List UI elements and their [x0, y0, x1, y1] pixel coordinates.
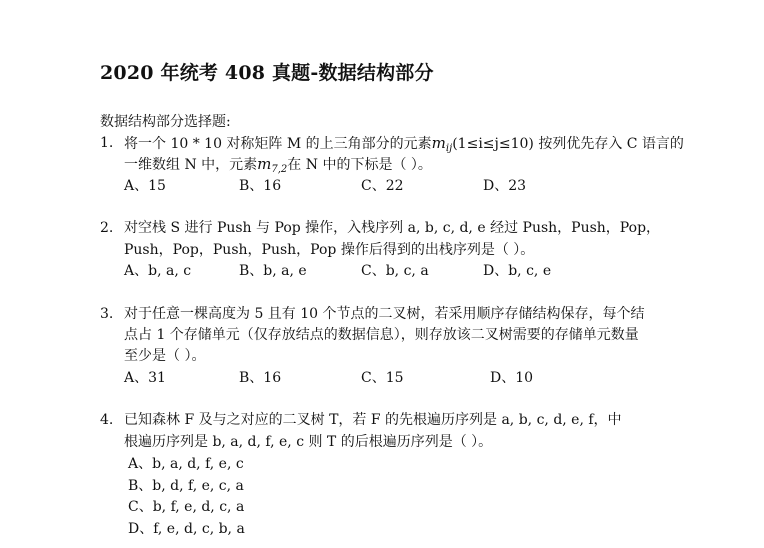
- question-3-option-b: B、16: [239, 370, 282, 386]
- question-2-number: 2.: [100, 220, 114, 236]
- question-3-line-2: 点占 1 个存储单元（仅存放结点的数据信息），则存放该二叉树需要的存储单元数量: [124, 327, 639, 343]
- question-1-option-a: A、15: [124, 178, 166, 194]
- question-1-line-2: [124, 155, 432, 179]
- question-3-option-d: D、10: [490, 370, 534, 386]
- page-title: 2020 年统考 408 真题-数据结构部分: [100, 62, 434, 84]
- question-4-line-2: 根遍历序列是 b, a, d, f, e, c 则 T 的后根遍历序列是（ ）。: [124, 434, 493, 450]
- question-1-option-b: B、16: [239, 178, 282, 194]
- question-2-option-d: D、b, c, e: [483, 263, 552, 279]
- question-2-option-a: A、b, a, c: [124, 263, 192, 279]
- question-3-option-c: C、15: [361, 370, 404, 386]
- question-4-option-a: A、b, a, d, f, e, c: [128, 456, 244, 472]
- question-2-option-c: C、b, c, a: [361, 263, 429, 279]
- question-4-line-1: 已知森林 F 及与之对应的二叉树 T，若 F 的先根遍历序列是 a, b, c, d, e, f，中: [124, 412, 622, 428]
- question-2-line-1: 对空栈 S 进行 Push 与 Pop 操作，入栈序列 a, b, c, d, e 经过 Push，Push，Pop，: [124, 220, 661, 236]
- question-1-text-c: 一维数组 N 中，元素: [124, 157, 258, 173]
- question-1-text-d: 在 N 中的下标是（ ）。: [287, 157, 432, 173]
- question-1-option-d: D、23: [483, 178, 527, 194]
- question-3-number: 3.: [100, 306, 114, 322]
- question-1-text-b: (1≤i≤j≤10) 按列优先存入 C 语言的: [452, 136, 684, 152]
- question-2-option-b: B、b, a, e: [239, 263, 307, 279]
- math-m-72: $m_{7,2}$: [257, 155, 288, 175]
- question-1-option-c: C、22: [361, 178, 404, 194]
- question-3-line-3: 至少是（ ）。: [124, 348, 206, 364]
- question-3-line-1: 对于任意一棵高度为 5 且有 10 个节点的二叉树，若采用顺序存储结构保存，每个结: [124, 306, 645, 322]
- question-4-option-c: C、b, f, e, d, c, a: [128, 499, 245, 515]
- question-4-number: 4.: [100, 412, 114, 428]
- question-4-option-d: D、f, e, d, c, b, a: [128, 521, 245, 537]
- question-2-line-2: Push，Pop，Push，Push，Pop 操作后得到的出栈序列是（ ）。: [124, 242, 535, 258]
- question-3-option-a: A、31: [124, 370, 166, 386]
- section-label: 数据结构部分选择题:: [100, 114, 231, 130]
- question-1-number: 1.: [100, 135, 114, 151]
- question-1-text-a: 将一个 10 * 10 对称矩阵 M 的上三角部分的元素: [124, 136, 432, 152]
- question-4-option-b: B、b, d, f, e, c, a: [128, 478, 244, 494]
- math-m-ij: $m_{ij}$: [431, 134, 453, 154]
